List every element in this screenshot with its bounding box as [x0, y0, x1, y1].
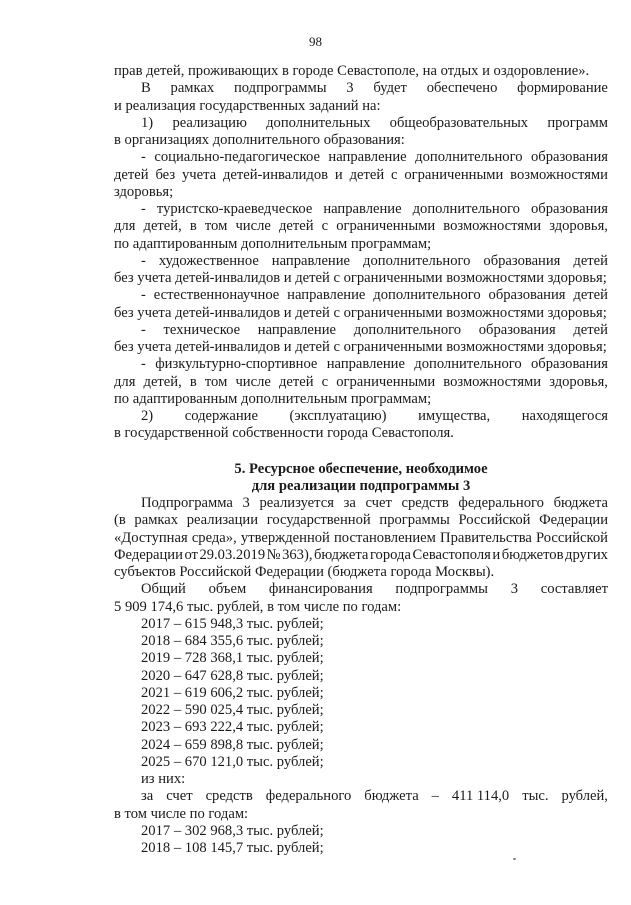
- word: подпрограммы: [395, 581, 488, 598]
- word: детей-инвалидов: [222, 166, 329, 183]
- word: том: [204, 218, 228, 235]
- federal-year-amount-item: 2018 – 108 145,7 тыс. рублей;: [141, 840, 324, 856]
- word: художественное: [158, 252, 259, 269]
- word: в: [189, 218, 197, 235]
- word: Подпрограмма: [141, 495, 233, 511]
- word: направление: [323, 201, 402, 217]
- federal-paragraph-line: [114, 788, 608, 805]
- word: здоровья,: [549, 218, 608, 235]
- word: бюджетов: [501, 546, 564, 563]
- year-amount-item: 2020 – 647 628,8 тыс. рублей;: [141, 667, 324, 684]
- word: составляет: [540, 581, 608, 598]
- paragraph-p1-line: прав детей, проживающих в городе Севастополе, на отдых и оздоровление».: [114, 63, 590, 79]
- word: детей,: [143, 373, 182, 390]
- word: средств: [401, 495, 449, 511]
- word: Правительства: [440, 529, 532, 546]
- word: постановлением: [334, 529, 436, 546]
- paragraph-p8-line: без учета детей-инвалидов и детей с ограниченными возможностями здоровья;: [114, 339, 607, 355]
- scan-speck: [513, 858, 516, 860]
- word: тыс.: [522, 788, 549, 805]
- paragraph-p2-line: [114, 80, 608, 97]
- paragraph-p7-line: без учета детей-инвалидов и детей с ограниченными возможностями здоровья;: [114, 304, 607, 321]
- word: детей: [573, 321, 608, 338]
- word: дополнительных: [266, 114, 371, 131]
- word: утвержденной: [240, 529, 330, 546]
- paragraph-p9-line: по адаптированным дополнительным программам;: [114, 390, 432, 407]
- word: общеобразовательных: [389, 114, 529, 131]
- word: для: [114, 373, 136, 390]
- word: Общий: [141, 581, 186, 598]
- word: за: [141, 788, 154, 805]
- word: дополнительного: [353, 321, 462, 338]
- word: и: [492, 546, 501, 563]
- word: 2): [141, 408, 154, 424]
- word: формирование: [517, 80, 608, 97]
- paragraph-p4-line: [114, 149, 608, 166]
- paragraph-p5-line: [114, 201, 608, 218]
- word: -: [141, 321, 146, 338]
- word: возможностями: [510, 166, 608, 183]
- word: образования: [483, 252, 561, 269]
- of-which-block: [114, 771, 608, 788]
- word: 3: [346, 80, 354, 97]
- paragraph-q1-line: [114, 512, 608, 529]
- word: объем: [208, 581, 247, 598]
- word: федерального: [265, 788, 352, 805]
- word: программы: [379, 512, 450, 529]
- word: -: [141, 149, 146, 166]
- total-by-year-list: [114, 616, 608, 771]
- section-heading-line: для реализации подпрограммы 3: [251, 477, 471, 494]
- word: 3: [242, 495, 250, 511]
- paragraph-p10-line: [114, 408, 608, 425]
- paragraph-p2-line: и реализация государственных заданий на:: [114, 97, 381, 114]
- paragraph-p7-line: [114, 287, 608, 304]
- word: –: [431, 788, 439, 805]
- word: направление: [328, 149, 407, 166]
- word: образования: [488, 287, 566, 304]
- word: образования: [530, 201, 608, 217]
- word: ограниченными: [336, 218, 436, 235]
- federal-by-year-list: [114, 823, 608, 858]
- word: бюджета: [364, 788, 419, 805]
- word: ограниченными: [336, 373, 436, 390]
- paragraph-p5-line: по адаптированным дополнительным программам;: [114, 235, 432, 252]
- federal-year-amount-item: 2017 – 302 968,3 тыс. рублей;: [141, 822, 324, 839]
- word: ограниченными: [404, 166, 504, 183]
- word: детей: [573, 252, 608, 269]
- word: направление: [326, 356, 405, 373]
- word: образования: [478, 321, 556, 338]
- word: и: [334, 166, 343, 183]
- word: -: [141, 287, 146, 304]
- word: направление: [287, 287, 366, 304]
- word: социально-педагогическое: [154, 149, 320, 166]
- word: детей,: [143, 218, 182, 235]
- paragraph-p3-line: в организациях дополнительного образования:: [114, 132, 405, 148]
- word: счет: [166, 788, 193, 805]
- word: имущества,: [418, 408, 491, 424]
- paragraph-p4-line: [114, 167, 608, 184]
- year-amount-item: 2025 – 670 121,0 тыс. рублей;: [141, 753, 324, 770]
- word: за: [343, 495, 356, 511]
- word: 3: [510, 581, 519, 598]
- word: в: [189, 373, 197, 390]
- paragraph-p5-line: [114, 218, 608, 235]
- word: бюджета: [553, 495, 608, 511]
- word: финансирования: [268, 581, 373, 598]
- word: рамках: [134, 512, 179, 529]
- word: (в: [114, 512, 126, 529]
- word: обеспечено: [426, 80, 498, 97]
- word: естественнонаучное: [153, 287, 280, 304]
- paragraph-q1-line: субъектов Российской Федерации (бюджета города Москвы).: [114, 564, 495, 580]
- word: содержание: [184, 408, 258, 424]
- word: «Доступная: [114, 529, 188, 546]
- word: рамках: [170, 80, 215, 97]
- paragraph-p6-line: [114, 253, 608, 270]
- word: Севастополя: [412, 546, 491, 563]
- word: -: [141, 356, 146, 373]
- word: с: [321, 373, 329, 390]
- word: здоровья,: [549, 373, 608, 390]
- word: средств: [205, 788, 253, 805]
- word: детей: [573, 287, 608, 304]
- paragraph-p3-line: [114, 115, 608, 132]
- word: с: [391, 166, 398, 183]
- word: будет: [373, 80, 407, 97]
- paragraph-q2-line: 5 909 174,6 тыс. рублей, в том числе по годам:: [114, 598, 402, 615]
- paragraph-p9-line: [114, 356, 608, 373]
- word: 29.03.2019: [199, 546, 266, 563]
- year-amount-item: 2021 – 619 606,2 тыс. рублей;: [141, 684, 324, 701]
- section-heading-line: 5. Ресурсное обеспечение, необходимое: [234, 460, 488, 477]
- paragraph-q1-line: [114, 530, 608, 547]
- section-gap: [114, 443, 608, 461]
- word: физкультурно-спортивное: [155, 356, 318, 373]
- word: детей: [278, 373, 314, 390]
- word: подпрограммы: [233, 80, 327, 97]
- word: дополнительного: [363, 252, 471, 269]
- word: возможностями: [443, 373, 542, 390]
- year-amount-item: 2018 – 684 355,6 тыс. рублей;: [141, 633, 324, 649]
- word: 363),: [282, 546, 313, 563]
- word: 1): [141, 114, 154, 131]
- word: числе: [235, 218, 271, 235]
- word: счет: [365, 495, 392, 511]
- word: Российской: [458, 512, 531, 529]
- paragraph-q2-line: [114, 581, 608, 598]
- word: дополнительного: [414, 356, 522, 373]
- year-amount-item: 2022 – 590 025,4 тыс. рублей;: [141, 702, 324, 718]
- word: (эксплуатацию): [289, 408, 387, 424]
- paragraph-p10-line: в государственной собственности города Севастополя.: [114, 425, 454, 442]
- year-amount-item: 2017 – 615 948,3 тыс. рублей;: [141, 615, 324, 632]
- word: среда»,: [191, 529, 237, 546]
- word: рублей,: [561, 788, 608, 805]
- word: бюджета: [314, 546, 369, 563]
- paragraph-p6-line: без учета детей-инвалидов и детей с ограниченными возможностями здоровья;: [114, 270, 607, 286]
- year-amount-item: 2019 – 728 368,1 тыс. рублей;: [141, 650, 324, 667]
- word: техническое: [163, 321, 241, 338]
- word: -: [141, 201, 146, 217]
- word: реализации: [186, 512, 259, 529]
- of-which-label: из них:: [141, 771, 186, 787]
- word: с: [321, 218, 329, 235]
- word: образования: [530, 356, 608, 373]
- word: №: [266, 546, 281, 563]
- word: Федерации: [114, 546, 183, 563]
- word: туристско-краеведческое: [156, 201, 313, 217]
- word: направление: [257, 321, 337, 338]
- word: Российской: [536, 529, 608, 546]
- word: от: [184, 546, 198, 563]
- word: дополнительного: [412, 201, 520, 217]
- paragraph-p8-line: [114, 322, 608, 339]
- word: реализуется: [259, 495, 334, 511]
- word: программ: [547, 114, 608, 131]
- word: дополнительного: [373, 287, 481, 304]
- word: находящегося: [521, 408, 608, 424]
- document-body: [114, 63, 608, 857]
- year-amount-item: 2024 – 659 898,8 тыс. рублей;: [141, 736, 324, 753]
- paragraph-q1-line: [114, 495, 608, 512]
- word: числе: [235, 373, 271, 390]
- word: государственной: [266, 512, 371, 529]
- word: дополнительного: [415, 149, 523, 166]
- word: 411 114,0: [451, 788, 510, 805]
- paragraph-p9-line: [114, 374, 608, 391]
- word: направление: [271, 252, 351, 269]
- word: возможностями: [443, 218, 542, 235]
- year-amount-item: 2023 – 693 222,4 тыс. рублей;: [141, 719, 324, 736]
- word: детей: [278, 218, 314, 235]
- word: для: [114, 218, 136, 235]
- word: без: [155, 166, 176, 183]
- federal-paragraph-line: в том числе по годам:: [114, 805, 249, 822]
- word: детей: [349, 166, 385, 183]
- word: В: [141, 80, 151, 97]
- word: федерального: [458, 495, 544, 511]
- word: города: [369, 546, 411, 563]
- word: реализацию: [172, 114, 247, 131]
- word: том: [204, 373, 228, 390]
- word: других: [565, 546, 608, 563]
- word: учета: [181, 166, 217, 183]
- page-number: 98: [309, 34, 322, 49]
- word: образования: [531, 149, 608, 166]
- paragraph-p4-line: здоровья;: [114, 183, 174, 200]
- word: Федерации: [539, 512, 608, 529]
- word: детей: [114, 166, 149, 183]
- word: -: [141, 252, 146, 269]
- paragraph-q1-line: [114, 547, 608, 564]
